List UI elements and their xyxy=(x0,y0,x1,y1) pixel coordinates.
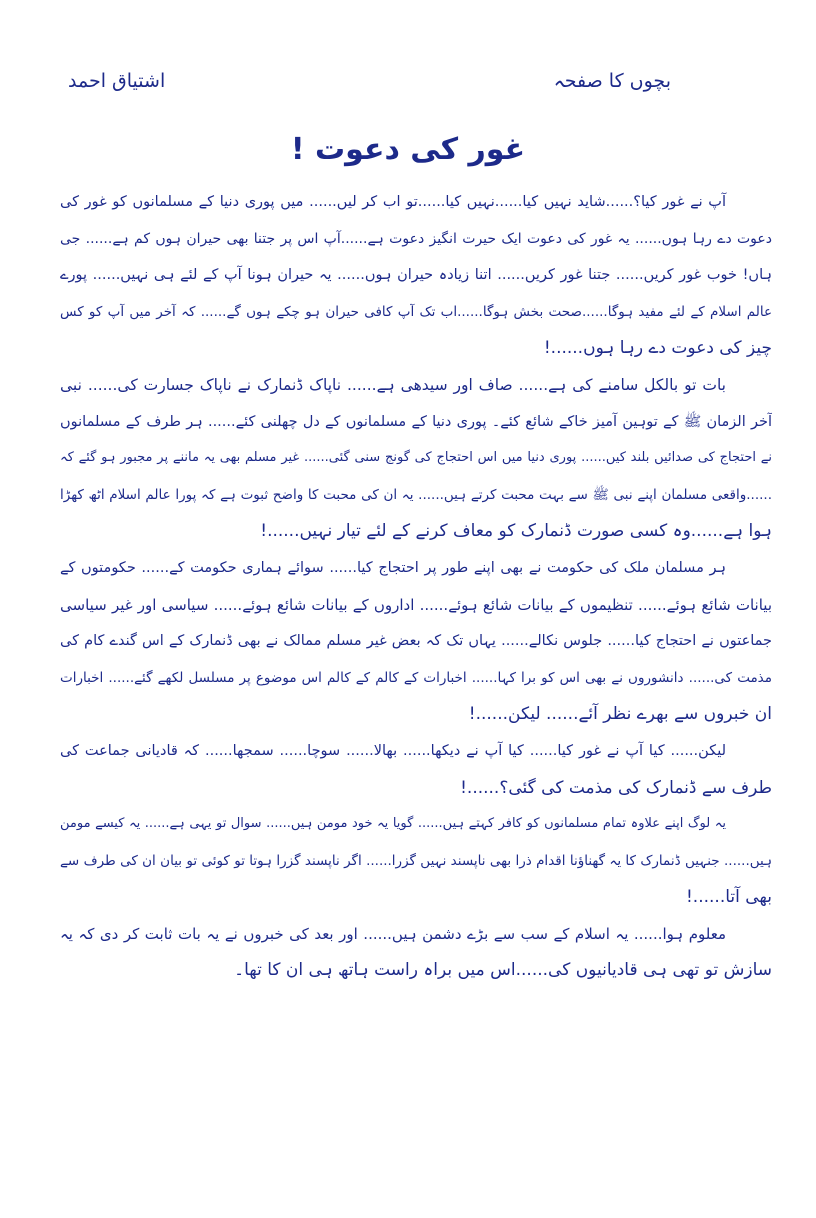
text-line: ہوا ہے......وہ کسی صورت ڈنمارک کو معاف کرنے کے لئے تیار نہیں......! xyxy=(260,521,772,542)
text-line: آخر الزمان ﷺ کے توہین آمیز خاکے شائع کئے۔ پوری دنیا کے مسلمانوں کے دل چھلنی کئے...... ہر طرف کے مسلمانوں xyxy=(60,413,772,430)
text-line: یہ لوگ اپنے علاوہ تمام مسلمانوں کو کافر کہتے ہیں...... گویا یہ خود مومن ہیں...... سوال تو یہی ہے...... یہ کیسے مومن xyxy=(60,816,726,832)
author-name: اشتیاق احمد xyxy=(68,70,166,92)
text-line: ہاں! خوب غور کریں...... جتنا غور کریں...... اتنا زیادہ حیران ہوں...... یہ حیران ہونا آپ کے لئے ہی نہیں...... پورے xyxy=(60,267,772,284)
text-line: ان خبروں سے بھرے نظر آئے...... لیکن......! xyxy=(468,704,772,725)
text-line: چیز کی دعوت دے رہا ہوں......! xyxy=(543,338,772,359)
text-line: طرف سے ڈنمارک کی مذمت کی گئی؟......! xyxy=(460,777,772,798)
page-title: غور کی دعوت ! xyxy=(290,132,526,167)
text-line: معلوم ہوا...... یہ اسلام کے سب سے بڑے دشمن ہیں...... اور بعد کی خبروں نے یہ بات ثابت کر دی کہ یہ xyxy=(60,924,726,943)
text-line: جماعتوں نے احتجاج کیا...... جلوس نکالے...... یہاں تک کہ بعض غیر مسلم ممالک نے بھی ڈنمارک کے اس گندے کام کی xyxy=(60,633,772,650)
article-body xyxy=(60,184,772,989)
text-line: عالم اسلام کے لئے مفید ہوگا......صحت بخش ہوگا......اب تک آپ کافی حیران ہو چکے ہوں گے...... کہ آخر میں آپ کو کس xyxy=(60,303,772,320)
text-line: ہیں...... جنہیں ڈنمارک کا یہ گھناؤنا اقدام ذرا بھی ناپسند نہیں گزرا...... اگر ناپسند گزرا ہوتا تو کوئی تو بیان ان کی طرف سے xyxy=(60,852,772,869)
text-line: مذمت کی...... دانشوروں نے بھی اس کو برا کہا...... اخبارات کے کالم کے کالم اس موضوع پر مسلسل لکھے گئے...... اخبارات xyxy=(60,669,772,686)
text-line: سازش تو تھی ہی قادیانیوں کی......اس میں براہ راست ہاتھ ہی ان کا تھا۔ xyxy=(234,960,772,981)
text-line: آپ نے غور کیا؟......شاید نہیں کیا......نہیں کیا......تو اب کر لیں...... میں پوری دنیا کے مسلمانوں کو غور کی xyxy=(60,194,726,210)
text-line: دعوت دے رہا ہوں...... یہ غور کی دعوت ایک حیرت انگیز دعوت ہے......آپ اس پر جتنا بھی حیران ہوں کم ہے...... جی xyxy=(60,230,772,247)
text-line: ......واقعی مسلمان اپنے نبی ﷺ سے بہت محبت کرتے ہیں...... یہ ان کی محبت کا واضح ثبوت ہے کہ پورا عالم اسلام اٹھ کھڑا xyxy=(60,486,772,503)
text-line: بھی آتا......! xyxy=(685,887,772,908)
text-line: لیکن...... کیا آپ نے غور کیا...... کیا آپ نے دیکھا...... بھالا...... سوچا...... سمجھا...... کہ قادیانی جماعت کی xyxy=(60,742,726,759)
text-line: نے احتجاج کی صدائیں بلند کیں...... پوری دنیا میں اس احتجاج کی گونج سنی گئی...... غیر مسلم بھی یہ ماننے پر مجبور ہو گئے کہ xyxy=(60,450,772,466)
section-name: بچوں کا صفحہ xyxy=(553,70,671,92)
text-line: بات تو بالکل سامنے کی ہے...... صاف اور سیدھی ہے...... ناپاک ڈنمارک نے ناپاک جسارت کی...... نبی xyxy=(60,375,726,394)
text-line: ہر مسلمان ملک کی حکومت نے بھی اپنے طور پر احتجاج کیا...... سوائے ہماری حکومت کے...... حکومتوں کے xyxy=(60,559,726,576)
text-line: بیانات شائع ہوئے...... تنظیموں کے بیانات شائع ہوئے...... اداروں کے بیانات شائع ہوئے...... سیاسی اور غیر سیاسی xyxy=(60,595,772,614)
